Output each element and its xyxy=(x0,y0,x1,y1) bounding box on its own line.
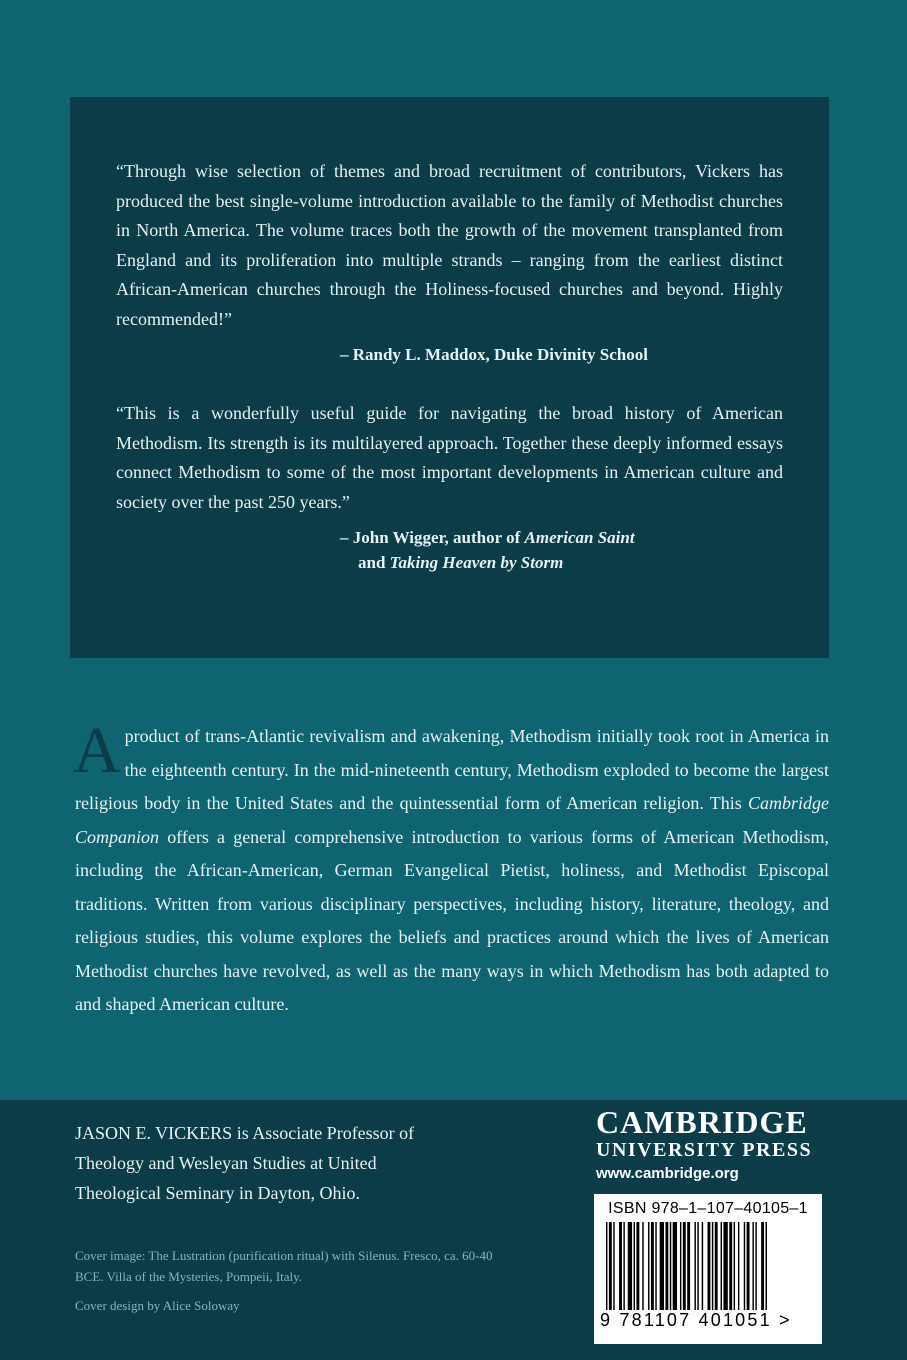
cover-image-credit: Cover image: The Lustration (purification ritual) with Silenus. Fresco, ca. 60-40 BCE. Villa of the Mysteries, Pompeii, Italy. xyxy=(75,1248,493,1284)
barcode-icon xyxy=(606,1222,816,1310)
description-part-1: product of trans-Atlantic revivalism and awakening, Methodism initially took root in America in the eighteenth century. In the mid-nineteenth century, Methodism exploded to become the largest religious body in the United States and the quintessential form of American religion. This xyxy=(75,726,829,813)
description-part-2: offers a general comprehensive introduction to various forms of American Methodism, including the African-American, German Evangelical Pietist, holiness, and Methodist Episcopal traditions. Written from various disciplinary perspectives, including history, literature, theology, and religious studies, this volume explores the beliefs and practices around which the lives of American Methodist churches have revolved, as well as the many ways in which Methodism has both adapted to and shaped American culture. xyxy=(75,826,829,1014)
review-quote-2: “This is a wonderfully useful guide for navigating the broad history of American Methodism. Its strength is its multilayered approach. Together these deeply informed essays connect Methodism to some of the most important developments in American culture and society over the past 250 years.” xyxy=(116,403,783,512)
barcode-digits: 9 781107 401051 > xyxy=(600,1310,792,1330)
barcode-panel xyxy=(594,1194,822,1344)
review-attribution-1: – Randy L. Maddox, Duke Divinity School xyxy=(340,345,648,364)
author-bio: JASON E. VICKERS is Associate Professor of Theology and Wesleyan Studies at United Theological Seminary in Dayton, Ohio. xyxy=(75,1123,415,1203)
publisher-name: CAMBRIDGE xyxy=(596,1104,808,1140)
book-description xyxy=(73,714,829,1022)
description-series-title: Cambridge Companion xyxy=(75,793,829,847)
publisher-subtitle: UNIVERSITY PRESS xyxy=(596,1139,813,1161)
review-quote-1: “Through wise selection of themes and broad recruitment of contributors, Vickers has produced the best single-volume introduction available to the family of Methodist churches in North America. The volume traces both the growth of the movement transplanted from England and its proliferation into multiple strands – ranging from the earliest distinct African-American churches through the Holiness-focused churches and beyond. Highly recommended!” xyxy=(116,161,783,329)
attribution-line-2 xyxy=(340,550,783,575)
book-title-american-saint: American Saint xyxy=(524,528,635,547)
publisher-url: www.cambridge.org xyxy=(596,1165,739,1182)
review-attribution-2 xyxy=(116,525,783,575)
publisher-logo xyxy=(596,1105,812,1182)
isbn-label: ISBN 978–1–107–40105–1 xyxy=(608,1200,808,1217)
attribution-prefix: – John Wigger, author of xyxy=(340,528,525,547)
book-title-taking-heaven: Taking Heaven by Storm xyxy=(389,553,564,572)
reviews-panel xyxy=(70,97,829,658)
cover-design-credit: Cover design by Alice Soloway xyxy=(75,1298,240,1313)
attribution-mid: and xyxy=(358,553,390,572)
drop-cap: A xyxy=(73,714,121,787)
